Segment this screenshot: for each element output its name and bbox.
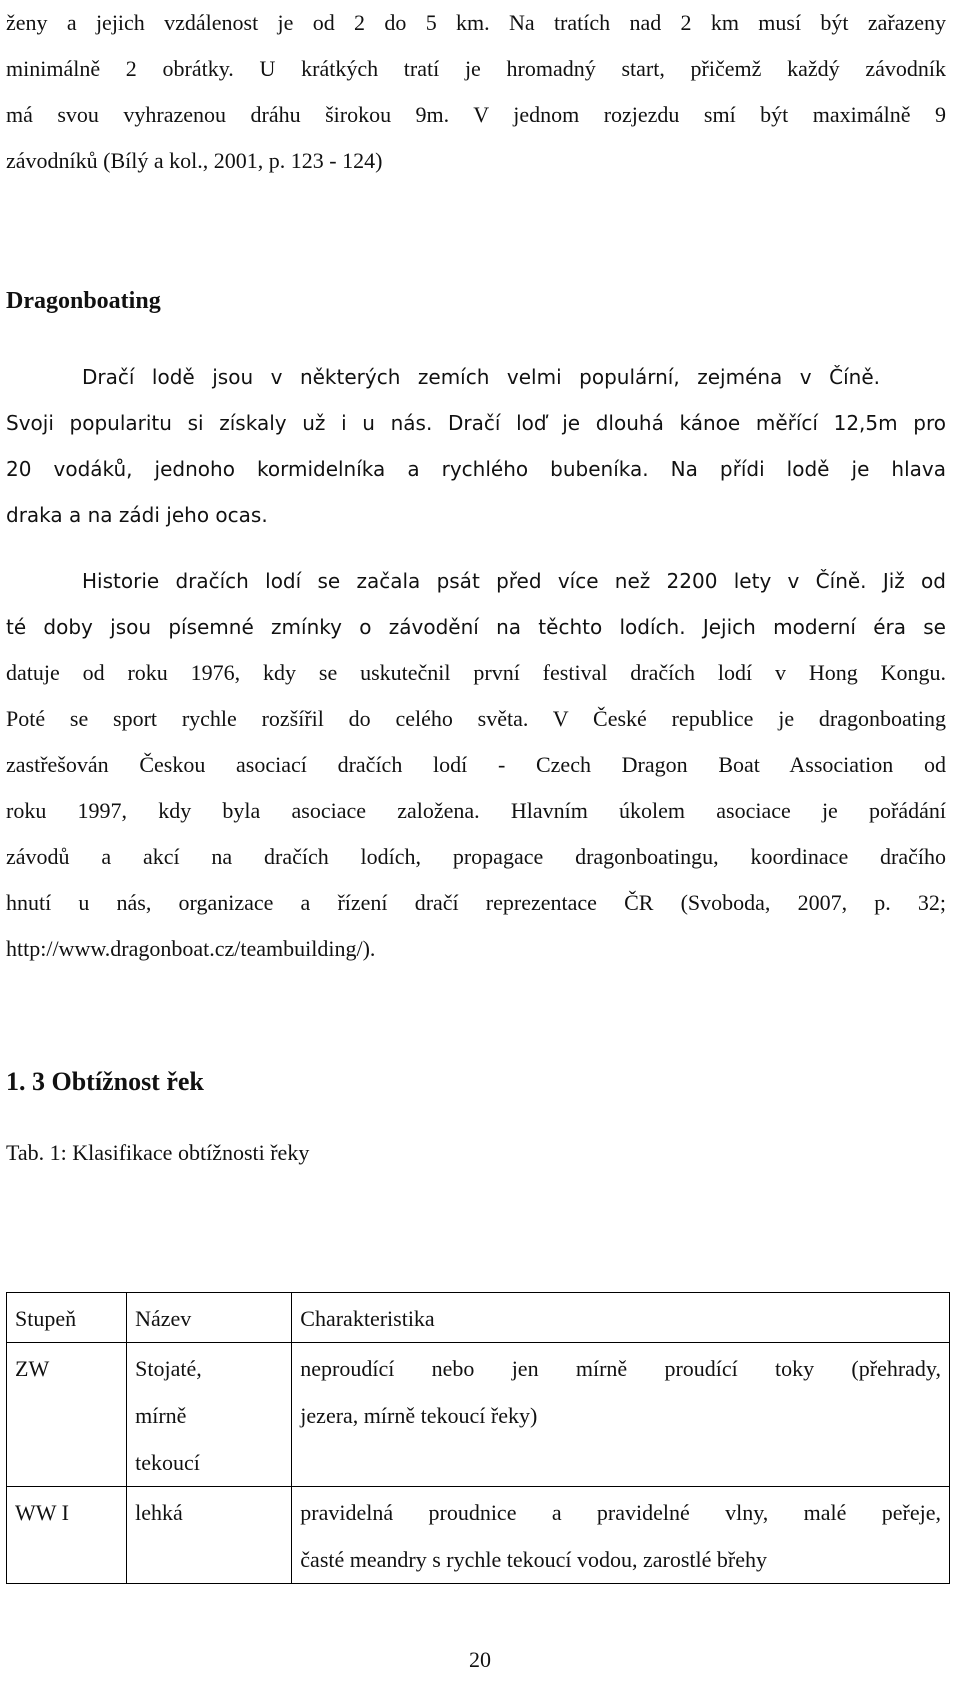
dragon-para2-line-4: Poté se sport rychle rozšířil do celého světa. V České republice je dragonboating: [6, 706, 946, 731]
dragon-para2-line-7: závodů a akcí na dračích lodích, propagace dragonboatingu, koordinace dračího: [6, 844, 946, 869]
section-heading-dragonboating: Dragonboating: [6, 288, 161, 314]
table-caption: Tab. 1: Klasifikace obtížnosti řeky: [6, 1140, 310, 1165]
cell-charakteristika-line: neproudící nebo jen mírně proudící toky (přehrady,: [300, 1356, 941, 1381]
cell-charakteristika-line: pravidelná proudnice a pravidelné vlny, malé peřeje,: [300, 1500, 941, 1525]
dragon-para1-line-2: Svoji popularitu si získaly už i u nás. Dračí loď je dlouhá kánoe měřící 12,5m pro: [6, 411, 946, 435]
intro-line-4: závodníků (Bílý a kol., 2001, p. 123 - 124): [6, 148, 383, 173]
cell-nazev-line: mírně: [135, 1403, 187, 1428]
table-row: [7, 1487, 950, 1584]
dragon-para2-line-1: Historie dračích lodí se začala psát před více než 2200 lety v Číně. Již od: [82, 569, 946, 593]
cell-charakteristika-line: časté meandry s rychle tekoucí vodou, zarostlé břehy: [300, 1547, 768, 1572]
header-cell-nazev: Název: [127, 1293, 292, 1343]
cell-nazev-line: Stojaté,: [135, 1356, 202, 1381]
section-heading-obtiznost: 1. 3 Obtížnost řek: [6, 1067, 204, 1096]
dragon-para2-line-5: zastřešován Českou asociací dračích lodí - Czech Dragon Boat Association od: [6, 752, 946, 777]
difficulty-table: [6, 1292, 950, 1584]
intro-line-2: minimálně 2 obrátky. U krátkých tratí je hromadný start, přičemž každý závodník: [6, 56, 946, 81]
cell-charakteristika-line: jezera, mírně tekoucí řeky): [300, 1403, 538, 1428]
cell-charakteristika: [292, 1343, 950, 1487]
dragon-para1-line-3: 20 vodáků, jednoho kormidelníka a rychlého bubeníka. Na přídi lodě je hlava: [6, 457, 946, 481]
header-cell-stupen: Stupeň: [7, 1293, 127, 1343]
table-row: [7, 1343, 950, 1487]
cell-stupen: WW I: [7, 1487, 127, 1584]
cell-charakteristika: [292, 1487, 950, 1584]
cell-nazev-line: tekoucí: [135, 1450, 200, 1475]
header-cell-charakteristika: Charakteristika: [292, 1293, 950, 1343]
table-header-row: [7, 1293, 950, 1343]
cell-stupen: ZW: [7, 1343, 127, 1487]
intro-line-3: má svou vyhrazenou dráhu širokou 9m. V jednom rozjezdu smí být maximálně 9: [6, 102, 946, 127]
intro-line-1: ženy a jejich vzdálenost je od 2 do 5 km. Na tratích nad 2 km musí být zařazeny: [6, 10, 946, 35]
dragon-para1-line-4: draka a na zádi jeho ocas.: [6, 503, 268, 527]
cell-nazev-line: lehká: [135, 1500, 183, 1525]
dragon-para2-line-3: datuje od roku 1976, kdy se uskutečnil první festival dračích lodí v Hong Kongu.: [6, 660, 946, 685]
dragon-para2-line-9: http://www.dragonboat.cz/teambuilding/).: [6, 936, 376, 961]
cell-nazev: [127, 1343, 292, 1487]
dragon-para2-line-6: roku 1997, kdy byla asociace založena. Hlavním úkolem asociace je pořádání: [6, 798, 946, 823]
cell-nazev: [127, 1487, 292, 1584]
dragon-para2-line-8: hnutí u nás, organizace a řízení dračí reprezentace ČR (Svoboda, 2007, p. 32;: [6, 890, 946, 915]
dragon-para2-line-2: té doby jsou písemné zmínky o závodění na těchto lodích. Jejich moderní éra se: [6, 615, 946, 639]
dragon-para1-line-1: Dračí lodě jsou v některých zemích velmi populární, zejména v Číně.: [82, 365, 880, 389]
page-number: 20: [469, 1647, 491, 1672]
